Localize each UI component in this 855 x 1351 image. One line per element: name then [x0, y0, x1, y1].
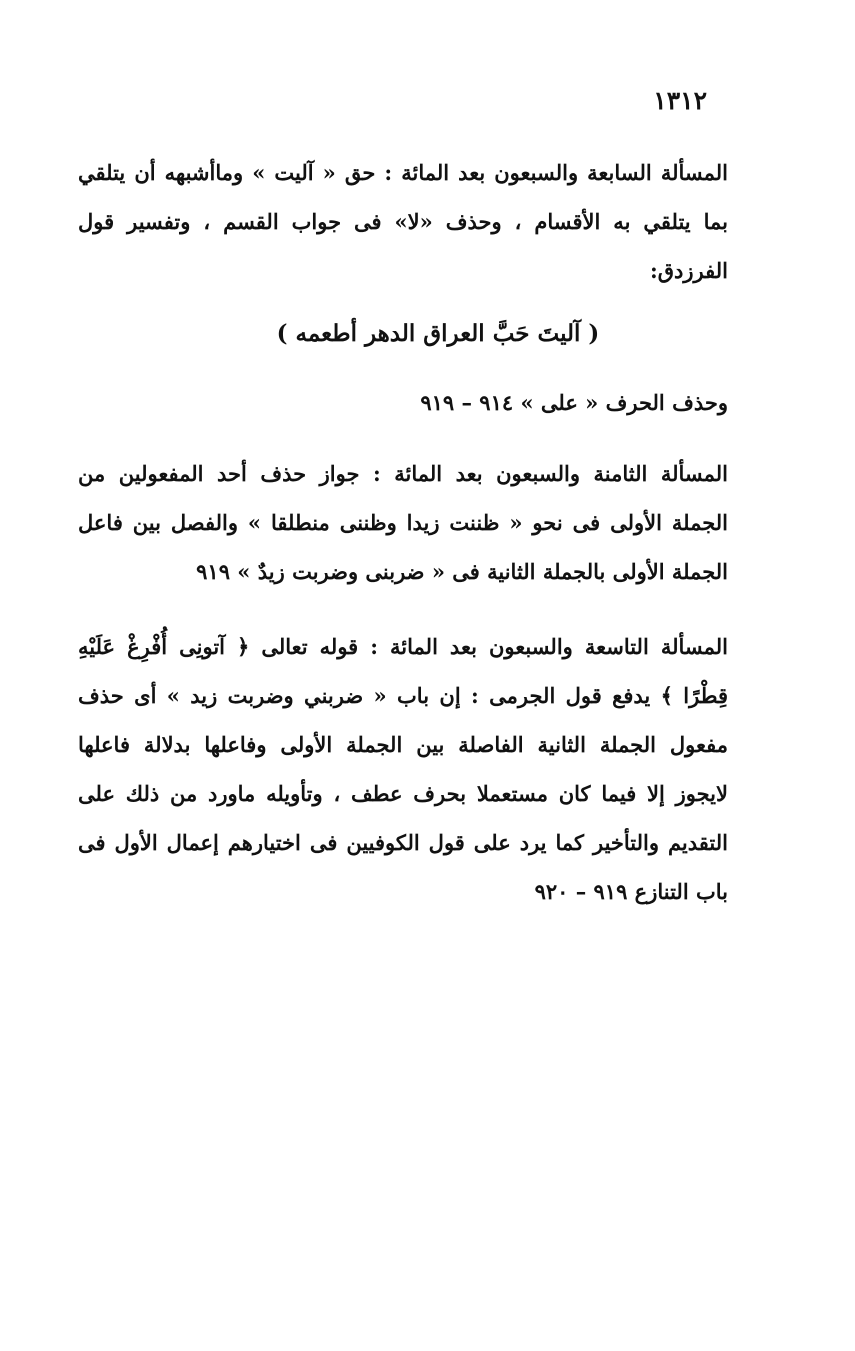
poetry-verse: ( آليتَ حَبَّ العراق الدهر أطعمه )	[276, 320, 600, 347]
page-number: ١٣١٢	[653, 86, 707, 115]
section-179-text: المسألة التاسعة والسبعون بعد المائة : قوله تعالى ﴿ آتونِى أُفْرِغْ عَلَيْهِ قِطْرًا ﴾ يدفع قول الجرمى : إن باب « ضربني وضربت زيد » أى حذف مفعول الجملة الثانية الفاصلة بين الجملة الأولى وفاعلها بدلالة فاعلها لايجوز إلا فيما كان مستعملا بحرف عطف ، وتأويله ماورد من ذلك على التقديم والتأخير كما يرد على قول الكوفيين فى اختيارهم إعمال الأول فى باب التنازع ٩١٩ – ٩٢٠	[78, 634, 728, 904]
section-177-continuation: وحذف الحرف « على » ٩١٤ – ٩١٩	[420, 390, 728, 415]
section-177-text: المسألة السابعة والسبعون بعد المائة : حق « آليت » وماأشبهه أن يتلقي بما يتلقي به الأقسام ، وحذف «لا» فى جواب القسم ، وتفسير قول الفرزدق:	[78, 160, 728, 283]
section-178-text: المسألة الثامنة والسبعون بعد المائة : جواز حذف أحد المفعولين من الجملة الأولى فى نحو « ظننت زيدا وظننى منطلقا » والفصل بين فاعل الجملة الأولى بالجملة الثانية فى « ضربنى وضربت زيدٌ » ٩١٩	[78, 461, 728, 584]
page-body	[78, 148, 728, 938]
